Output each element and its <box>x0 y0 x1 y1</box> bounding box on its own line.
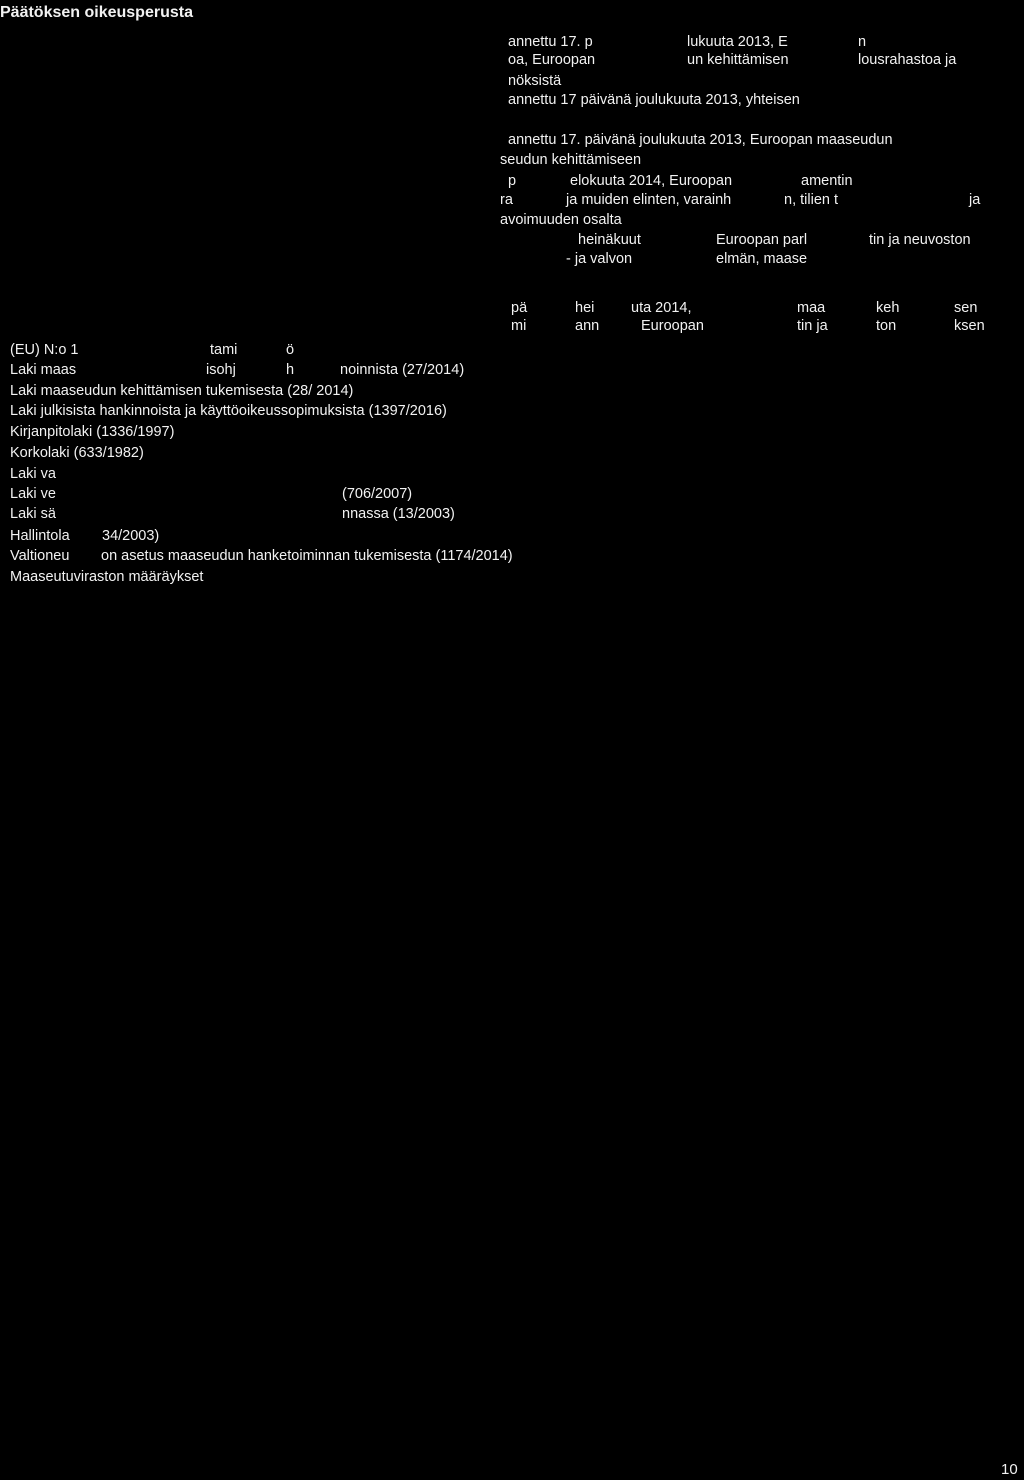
law-line-1-fragment-1: (EU) N:o 1 <box>10 342 79 358</box>
law-line-2-fragment-1: Laki maas <box>10 362 77 378</box>
regulation-line-1-fragment-3: n <box>858 34 867 50</box>
regulation-line-6-fragment-1: seudun kehittämiseen <box>500 152 642 168</box>
regulation-line-2-fragment-2: un kehittämisen <box>687 52 789 68</box>
law-line-10-fragment-2: 34/2003) <box>102 528 160 544</box>
regulation-line-10-fragment-1: heinäkuut <box>578 232 641 248</box>
regulation-line-7-fragment-2: elokuuta 2014, Euroopan <box>570 173 733 189</box>
regulation-line-4-fragment-1: annettu 17 päivänä joulukuuta 2013, yhteisen <box>508 92 800 108</box>
regulation-line-1-fragment-1: annettu 17. p <box>508 34 593 50</box>
page-title: Päätöksen oikeusperusta <box>0 4 193 21</box>
regulation-line-13-fragment-6: ksen <box>954 318 985 334</box>
regulation-line-7-fragment-1: p <box>508 173 517 189</box>
regulation-line-13-fragment-5: ton <box>876 318 897 334</box>
regulation-line-11-fragment-2: elmän, maase <box>716 251 808 267</box>
regulation-line-8-fragment-4: ja <box>969 192 981 208</box>
law-line-12-fragment-1: Maaseutuviraston määräykset <box>10 569 204 585</box>
page-number: 10 <box>1001 1461 1018 1478</box>
law-line-2-fragment-2: isohj <box>206 362 236 378</box>
law-line-8-fragment-1: Laki ve <box>10 486 56 502</box>
law-line-3-fragment-1: Laki maaseudun kehittämisen tukemisesta (28/ 2014) <box>10 383 354 399</box>
regulation-line-8-fragment-1: ra <box>500 192 513 208</box>
regulation-line-7-fragment-3: amentin <box>801 173 853 189</box>
law-line-11-fragment-1: Valtioneu <box>10 548 70 564</box>
regulation-line-8-fragment-3: n, tilien t <box>784 192 838 208</box>
regulation-line-2-fragment-3: lousrahastoa ja <box>858 52 957 68</box>
law-line-7-fragment-1: Laki va <box>10 466 56 482</box>
regulation-line-10-fragment-3: tin ja neuvoston <box>869 232 971 248</box>
regulation-line-12-fragment-1: pä <box>511 300 528 316</box>
law-line-11-fragment-2: on asetus maaseudun hanketoiminnan tukemisesta (1174/2014) <box>101 548 513 564</box>
regulation-line-12-fragment-6: sen <box>954 300 978 316</box>
law-line-4-fragment-1: Laki julkisista hankinnoista ja käyttöoikeussopimuksista (1397/2016) <box>10 403 447 419</box>
regulation-line-1-fragment-2: lukuuta 2013, E <box>687 34 788 50</box>
law-line-9-fragment-1: Laki sä <box>10 506 56 522</box>
law-line-1-fragment-3: ö <box>286 342 295 358</box>
regulation-line-13-fragment-3: Euroopan <box>641 318 704 334</box>
regulation-line-9-fragment-1: avoimuuden osalta <box>500 212 622 228</box>
law-line-9-fragment-2: nnassa (13/2003) <box>342 506 455 522</box>
regulation-line-12-fragment-2: hei <box>575 300 595 316</box>
law-line-1-fragment-2: tami <box>210 342 238 358</box>
law-line-8-fragment-2: (706/2007) <box>342 486 413 502</box>
regulation-line-12-fragment-5: keh <box>876 300 900 316</box>
law-line-2-fragment-4: noinnista (27/2014) <box>340 362 465 378</box>
law-line-6-fragment-1: Korkolaki (633/1982) <box>10 445 144 461</box>
law-line-5-fragment-1: Kirjanpitolaki (1336/1997) <box>10 424 175 440</box>
law-line-2-fragment-3: h <box>286 362 295 378</box>
regulation-line-5-fragment-1: annettu 17. päivänä joulukuuta 2013, Euroopan maaseudun <box>508 132 893 148</box>
regulation-line-10-fragment-2: Euroopan parl <box>716 232 808 248</box>
regulation-line-2-fragment-1: oa, Euroopan <box>508 52 596 68</box>
regulation-line-12-fragment-3: uta 2014, <box>631 300 692 316</box>
regulation-line-3-fragment-1: nöksistä <box>508 73 562 89</box>
regulation-line-13-fragment-4: tin ja <box>797 318 828 334</box>
law-line-10-fragment-1: Hallintola <box>10 528 70 544</box>
regulation-line-8-fragment-2: ja muiden elinten, varainh <box>566 192 732 208</box>
regulation-line-12-fragment-4: maa <box>797 300 826 316</box>
regulation-line-13-fragment-1: mi <box>511 318 527 334</box>
regulation-line-11-fragment-1: - ja valvon <box>566 251 633 267</box>
regulation-line-13-fragment-2: ann <box>575 318 600 334</box>
